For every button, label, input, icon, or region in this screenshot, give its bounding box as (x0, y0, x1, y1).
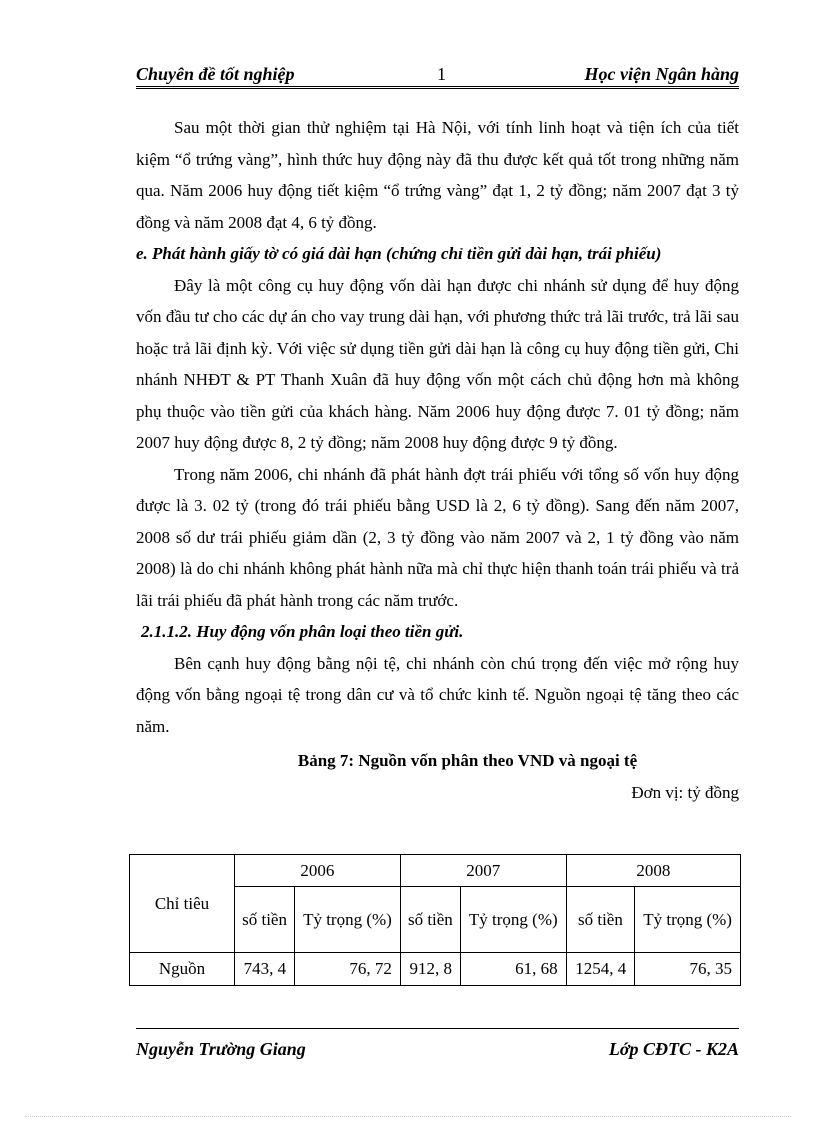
year-header-2008: 2008 (566, 855, 740, 887)
page-edge-divider (25, 1116, 791, 1117)
sub-header-amount: số tiền (566, 887, 635, 953)
page-footer (136, 1028, 739, 1059)
year-header-2006: 2006 (235, 855, 401, 887)
cell-2008-share: 76, 35 (635, 953, 741, 986)
footer-author: Nguyễn Trường Giang (136, 1039, 306, 1059)
paragraph-1: Sau một thời gian thử nghiệm tại Hà Nội, với tính linh hoạt và tiện ích của tiết kiệm “ổ trứng vàng”, hình thức huy động này đã thu được kết quả tốt trong những năm qua. Năm 2006 huy động tiết kiệm “ổ trứng vàng” đạt 1, 2 tỷ đồng; năm 2007 đạt 3 tỷ đồng và năm 2008 đạt 4, 6 tỷ đồng. (136, 118, 739, 232)
table-caption: Bảng 7: Nguồn vốn phân theo VND và ngoại tệ (297, 751, 638, 770)
header-title: Chuyên đề tốt nghiệp (136, 64, 295, 84)
year-header-2007: 2007 (400, 855, 566, 887)
page-header (136, 62, 739, 89)
cell-2008-amount: 1254, 4 (566, 953, 635, 986)
table-unit: Đơn vị: tỷ đồng (631, 782, 739, 802)
cell-2006-amount: 743, 4 (235, 953, 295, 986)
header-institution: Học viện Ngân hàng (584, 64, 739, 84)
table-row (130, 953, 741, 986)
sub-header-share: Tỷ trọng (%) (635, 887, 741, 953)
row-label: Nguồn (130, 953, 235, 986)
sub-header-share: Tỷ trọng (%) (295, 887, 401, 953)
section-heading-2-1-1-2: 2.1.1.2. Huy động vốn phân loại theo tiền gửi. (141, 622, 464, 641)
page-number: 1 (437, 64, 446, 84)
sub-header-amount: số tiền (235, 887, 295, 953)
section-heading-e: e. Phát hành giấy tờ có giá dài hạn (chứng chỉ tiền gửi dài hạn, trái phiếu) (136, 244, 662, 263)
paragraph-3: Trong năm 2006, chi nhánh đã phát hành đợt trái phiếu với tổng số vốn huy động được là 3. 02 tỷ (trong đó trái phiếu bằng USD là 2, 6 tỷ đồng). Sang đến năm 2007, 2008 số dư trái phiếu giảm dần (2, 3 tỷ đồng vào năm 2007 và 2, 1 tỷ đồng vào năm 2008) là do chi nhánh không phát hành nữa mà chỉ thực hiện thanh toán trái phiếu và trả lãi trái phiếu đã phát hành trong các năm trước. (136, 464, 739, 610)
paragraph-4: Bên cạnh huy động bằng nội tệ, chi nhánh còn chú trọng đến việc mở rộng huy động vốn bằng ngoại tệ trong dân cư và tổ chức kinh tế. Nguồn ngoại tệ tăng theo các năm. (136, 653, 739, 736)
sub-header-amount: số tiền (400, 887, 460, 953)
cell-2006-share: 76, 72 (295, 953, 401, 986)
paragraph-2: Đây là một công cụ huy động vốn dài hạn được chi nhánh sử dụng để huy động vốn đầu tư cho các dự án cho vay trung dài hạn, với phương thức trả lãi trước, trả lãi sau hoặc trả lãi định kỳ. Với việc sử dụng tiền gửi dài hạn là công cụ huy động tiền gửi, Chi nhánh NHĐT & PT Thanh Xuân đã huy động vốn một cách chủ động hơn mà không phụ thuộc vào tiền gửi của khách hàng. Năm 2006 huy động được 7. 01 tỷ đồng; năm 2007 huy động được 8, 2 tỷ đồng; năm 2008 huy động được 9 tỷ đồng. (136, 275, 739, 452)
document-body (136, 112, 739, 978)
sub-header-share: Tỷ trọng (%) (460, 887, 566, 953)
capital-table (129, 854, 741, 986)
col-header-chi-tieu: Chỉ tiêu (130, 855, 235, 953)
footer-class: Lớp CĐTC - K2A (608, 1039, 739, 1059)
cell-2007-amount: 912, 8 (400, 953, 460, 986)
cell-2007-share: 61, 68 (460, 953, 566, 986)
